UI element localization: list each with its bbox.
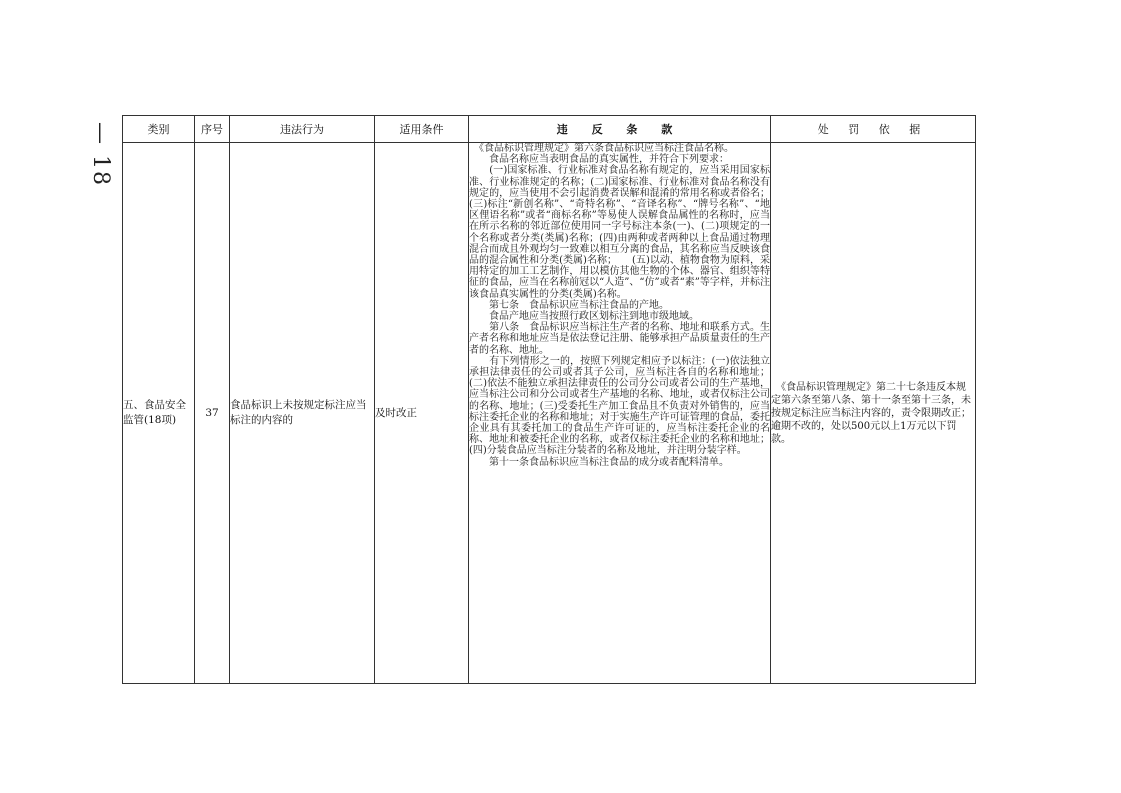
cell-condition: 及时改正 (375, 143, 469, 684)
cell-basis: 《食品标识管理规定》第二十七条违反本规定第六条至第八条、第十一条至第十三条，未按规定标注应当标注内容的，责令限期改正；逾期不改的，处以500元以上1万元以下罚款。 (771, 143, 976, 684)
clause-paragraph: 有下列情形之一的，按照下列规定相应予以标注：(一)依法独立承担法律责任的公司或者其子公司，应当标注各自的名称和地址；(二)依法不能独立承担法律责任的公司分公司或者公司的生产基地，应当标注公司和分公司或者生产基地的名称、地址，或者仅标注公司的名称、地址；(三)受委托生产加工食品且不负责对外销售的，应当标注委托企业的名称和地址；对于实施生产许可证管理的食品，委托企业具有其委托加工的食品生产许可证的，应当标注委托企业的名称、地址和被委托企业的名称，或者仅标注委托企业的名称和地址；(四)分装食品应当标注分装者的名称及地址，并注明分装字样。 (469, 355, 770, 457)
header-condition: 适用条件 (375, 116, 469, 143)
header-category: 类别 (123, 116, 195, 143)
cell-seq: 37 (195, 143, 230, 684)
cell-act: 食品标识上未按规定标注应当标注的内容的 (230, 143, 375, 684)
clause-paragraph: (一)国家标准、行业标准对食品名称有规定的，应当采用国家标准、行业标准规定的名称；(二)国家标准、行业标准对食品名称没有规定的，应当使用不会引起消费者误解和混淆的常用名称或者俗名；(三)标注“新创名称”、“奇特名称”、“音译名称”、“牌号名称”、“地区俚语名称”或者“商标名称”等易使人误解食品属性的名称时，应当在所示名称的邻近部位使用同一字号标注本条(一)、(二)项规定的一个名称或者分类(类属)名称；(四)由两种或者两种以上食品通过物理混合而成且外观均匀一致难以相互分离的食品，其名称应当反映该食品的混合属性和分类(类属)名称； (五)以动、植物食物为原料，采用特定的加工工艺制作，用以模仿其他生物的个体、器官、组织等特征的食品，应当在名称前冠以“人造”、“仿”或者“素”等字样，并标注该食品真实属性的分类(类属)名称。 (469, 165, 770, 300)
table-row (123, 143, 976, 684)
clause-paragraph: 第七条 食品标识应当标注食品的产地。 (469, 299, 669, 311)
page-number: — 18 (88, 122, 113, 187)
clause-paragraph: 食品名称应当表明食品的真实属性，并符合下列要求： (469, 154, 729, 166)
clause-text (469, 143, 770, 468)
clause-paragraph: 第十一条食品标识应当标注食品的成分或者配料清单。 (469, 456, 729, 468)
header-basis: 处 罚 依 据 (771, 116, 976, 143)
header-act: 违法行为 (230, 116, 375, 143)
header-seq: 序号 (195, 116, 230, 143)
cell-category: 五、食品安全监管(18项) (123, 143, 195, 684)
cell-clause (469, 143, 771, 684)
header-clause: 违 反 条 款 (469, 116, 771, 143)
clause-paragraph: 《食品标识管理规定》第六条食品标识应当标注食品名称。 (469, 143, 734, 154)
clause-paragraph: 第八条 食品标识应当标注生产者的名称、地址和联系方式。生产者名称和地址应当是依法登记注册、能够承担产品质量责任的生产者的名称、地址。 (469, 322, 770, 356)
table-header-row (123, 116, 976, 143)
clause-paragraph: 食品产地应当按照行政区划标注到地市级地域。 (469, 311, 699, 323)
penalty-table (122, 115, 976, 684)
